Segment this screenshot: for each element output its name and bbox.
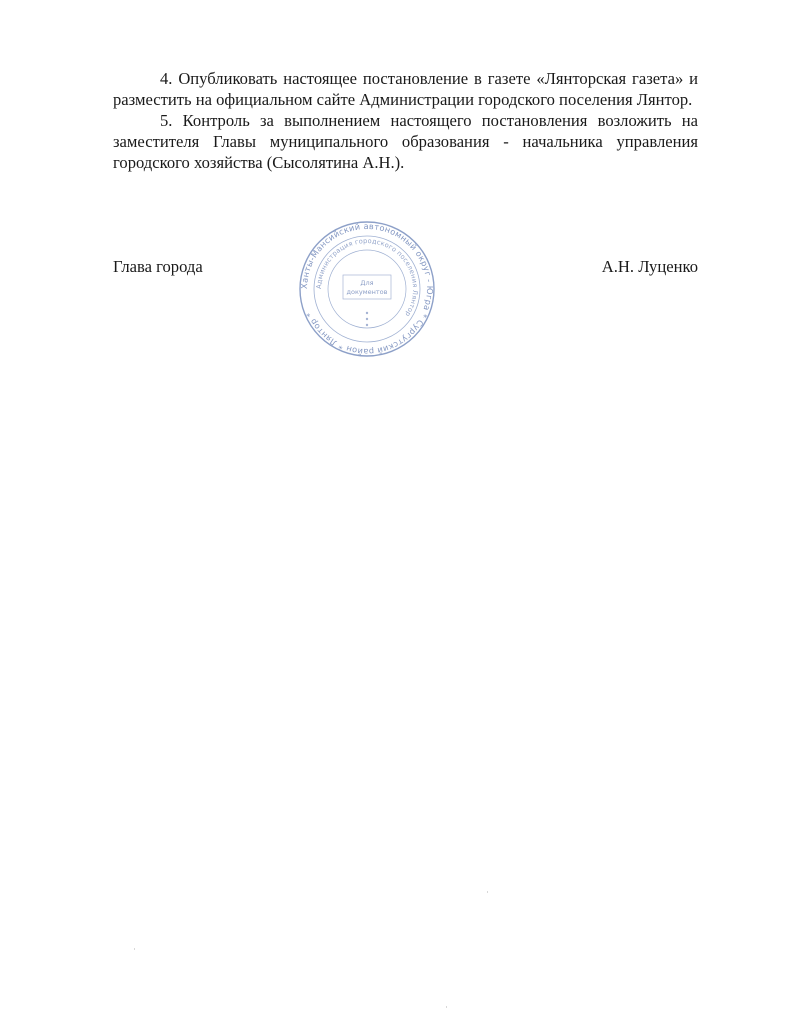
document-body [113, 68, 698, 173]
scan-speck [134, 948, 135, 950]
seal-center-line-2: документов [346, 288, 388, 296]
scan-speck [487, 891, 488, 893]
seal-ring-text: Ханты-Мансийский автономный округ - Югра * Сургутский район * Лянтор * [299, 221, 435, 357]
paragraph-control: 5. Контроль за выполнением настоящего постановления возложить на заместителя Главы муниципального образования - начальника управления городского хозяйства (Сысолятина А.Н.). [113, 111, 698, 172]
seal-icon [299, 221, 435, 357]
paragraph-publication: 4. Опубликовать настоящее постановление в газете «Лянторская газета» и разместить на официальном сайте Администрации городского поселения Лянтор. [113, 69, 698, 109]
official-seal [299, 221, 435, 357]
signatory-title: Глава города [113, 257, 203, 276]
svg-text:Администрация городского посел [315, 237, 419, 318]
seal-center-line-1: Для [360, 279, 374, 287]
signatory-name: А.Н. Луценко [601, 257, 698, 276]
scan-speck [446, 1006, 447, 1008]
seal-inner-text: Администрация городского поселения Лянтор [314, 236, 420, 318]
